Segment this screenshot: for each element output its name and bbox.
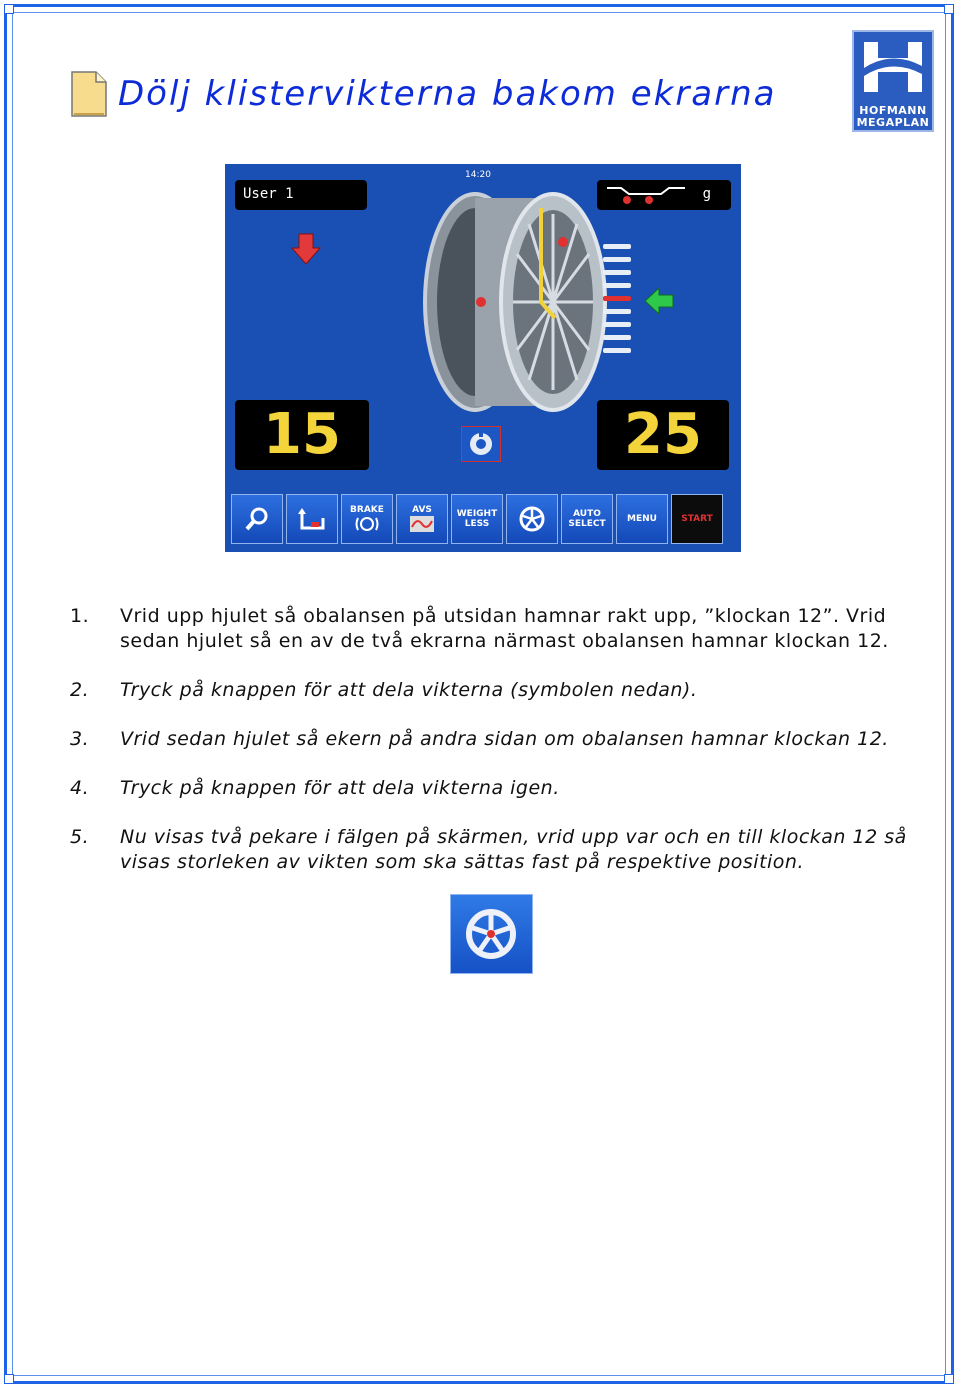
step-number: 5. bbox=[70, 826, 90, 848]
search-button[interactable] bbox=[231, 494, 283, 544]
step-text: Tryck på knappen för att dela vikterna igen. bbox=[120, 777, 560, 799]
list-item bbox=[70, 825, 930, 875]
wheel-rim-image bbox=[413, 184, 613, 434]
weight-unit: g bbox=[702, 186, 711, 202]
user-label: User 1 bbox=[243, 186, 294, 202]
brake-icon bbox=[355, 515, 379, 533]
border-corner bbox=[4, 4, 14, 14]
border-corner bbox=[944, 1374, 954, 1384]
center-indicator bbox=[461, 426, 501, 462]
function-toolbar bbox=[231, 494, 735, 546]
avs-button[interactable] bbox=[396, 494, 448, 544]
split-weight-symbol bbox=[450, 894, 533, 974]
balancer-screen bbox=[225, 164, 741, 552]
step-text: Vrid sedan hjulet så ekern på andra sidan om obalansen hamnar klockan 12. bbox=[120, 728, 889, 750]
wave-icon bbox=[409, 515, 435, 533]
border-corner bbox=[4, 1374, 14, 1384]
magnifier-icon bbox=[242, 504, 272, 534]
instruction-list bbox=[70, 604, 930, 899]
arrow-left-icon bbox=[643, 286, 675, 316]
step-text: Tryck på knappen för att dela vikterna (symbolen nedan). bbox=[120, 679, 698, 701]
avs-label: AVS bbox=[412, 505, 432, 515]
list-item bbox=[70, 604, 930, 654]
title-row bbox=[70, 66, 777, 122]
step-number: 4. bbox=[70, 777, 90, 799]
split-weight-button[interactable] bbox=[506, 494, 558, 544]
list-item bbox=[70, 727, 930, 752]
list-item bbox=[70, 776, 930, 801]
user-display bbox=[235, 180, 367, 210]
wheel-spoke-icon bbox=[517, 504, 547, 534]
hofmann-megaplan-logo bbox=[852, 30, 934, 132]
step-number: 1. bbox=[70, 605, 90, 627]
brake-button[interactable] bbox=[341, 494, 393, 544]
document-icon bbox=[70, 70, 108, 118]
auto-select-button[interactable] bbox=[561, 494, 613, 544]
step-number: 2. bbox=[70, 679, 90, 701]
weight-less-button[interactable] bbox=[451, 494, 503, 544]
wheel-spoke-icon bbox=[451, 895, 532, 973]
position-scale bbox=[603, 244, 633, 364]
step-number: 3. bbox=[70, 728, 90, 750]
lift-button[interactable] bbox=[286, 494, 338, 544]
start-label: START bbox=[681, 514, 713, 524]
wheel-profile-icon bbox=[601, 180, 701, 210]
clock: 14:20 bbox=[465, 170, 491, 180]
right-weight-display: 25 bbox=[597, 400, 729, 470]
border-corner bbox=[944, 4, 954, 14]
brake-label: BRAKE bbox=[350, 505, 384, 515]
menu-button[interactable] bbox=[616, 494, 668, 544]
logo-line1: HOFMANN bbox=[859, 104, 927, 117]
weight-less-label: WEIGHT LESS bbox=[456, 509, 498, 529]
page-title: Dölj klistervikterna bakom ekrarna bbox=[118, 74, 777, 114]
menu-label: MENU bbox=[627, 514, 657, 524]
start-button[interactable] bbox=[671, 494, 723, 544]
left-weight-display: 15 bbox=[235, 400, 369, 470]
logo-line2: MEGAPLAN bbox=[856, 116, 930, 129]
auto-select-label: AUTO SELECT bbox=[568, 509, 606, 529]
lift-icon bbox=[297, 504, 327, 534]
arrow-down-icon bbox=[291, 232, 321, 266]
step-text: Vrid upp hjulet så obalansen på utsidan hamnar rakt upp, ”klockan 12”. Vrid sedan hjulet så en av de två ekrarna närmast obalansen hamnar klockan 12. bbox=[120, 605, 889, 652]
weight-mode-display bbox=[597, 180, 731, 210]
list-item bbox=[70, 678, 930, 703]
step-text: Nu visas två pekare i fälgen på skärmen, vrid upp var och en till klockan 12 så visas storleken av vikten som ska sättas fast på respektive position. bbox=[120, 826, 907, 873]
center-mark-icon bbox=[462, 427, 500, 461]
